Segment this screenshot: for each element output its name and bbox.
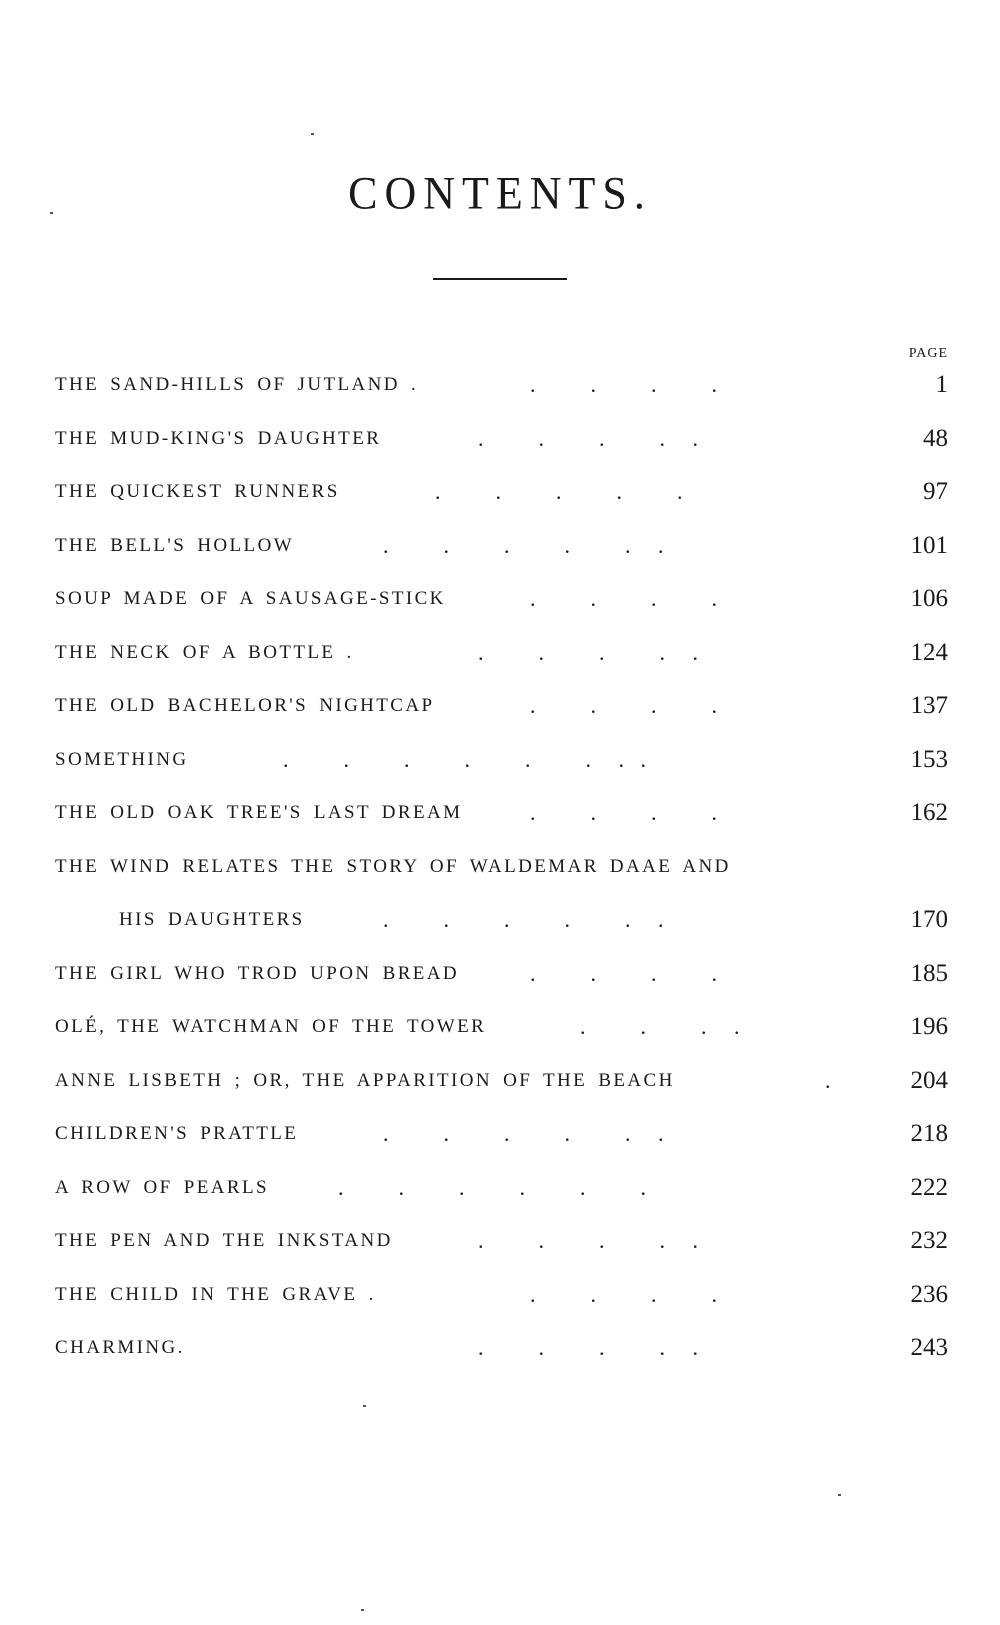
leader-dots: . . . . . . . . [283, 746, 646, 772]
toc-entry-page: 170 [910, 906, 948, 933]
toc-entry [55, 852, 948, 906]
toc-entry [55, 638, 948, 692]
toc-entry-page: 106 [910, 585, 948, 612]
toc-entry-page: 48 [923, 424, 948, 452]
toc-entry-title: CHARMING. [55, 1337, 185, 1358]
toc-entry-page: 124 [910, 638, 948, 666]
toc-entry-title: OLÉ, THE WATCHMAN OF THE TOWER [55, 1016, 487, 1037]
leader-dots: . . . . [530, 1281, 717, 1307]
leader-dots: . . . . [530, 372, 717, 397]
toc-entry [55, 1280, 948, 1334]
toc-entry-page: 153 [910, 745, 948, 773]
leader-dots: . . . . [530, 693, 717, 718]
toc-entry-page: 218 [910, 1120, 948, 1147]
leader-dots: . . . . . [435, 479, 683, 504]
toc-entry-page: 97 [923, 478, 948, 505]
page-column-header: PAGE [908, 346, 948, 361]
toc-entry-title: ANNE LISBETH ; OR, THE APPARITION OF THE BEACH [55, 1069, 675, 1091]
ink-speck [361, 1609, 364, 1611]
table-of-contents [55, 370, 948, 1387]
title-rule [433, 278, 567, 280]
toc-entry [55, 959, 948, 1013]
toc-entry-title: CHILDREN'S PRATTLE [55, 1123, 299, 1144]
leader-dots: . . . . [580, 1014, 740, 1039]
leader-dots: . . . . . . [338, 1174, 646, 1200]
ink-speck [50, 212, 53, 214]
toc-entry-page: 204 [910, 1066, 948, 1094]
ink-speck [363, 1405, 366, 1407]
toc-entry-title: SOUP MADE OF A SAUSAGE-STICK [55, 588, 446, 609]
toc-entry [55, 424, 948, 478]
toc-entry [55, 1333, 948, 1387]
toc-entry [55, 745, 948, 799]
toc-entry-page: 232 [910, 1227, 948, 1254]
toc-entry-title: THE OLD BACHELOR'S NIGHTCAP [55, 695, 435, 716]
toc-entry-title: THE MUD-KING'S DAUGHTER [55, 427, 382, 449]
toc-entry-page: 162 [910, 799, 948, 826]
toc-entry [55, 905, 948, 959]
leader-dots: . . . . [530, 800, 717, 825]
toc-entry-page: 1 [935, 371, 948, 398]
toc-entry-title: THE QUICKEST RUNNERS [55, 481, 340, 502]
toc-entry-page: 185 [910, 959, 948, 987]
toc-entry-title: THE CHILD IN THE GRAVE . [55, 1283, 376, 1305]
toc-entry-page: 236 [910, 1280, 948, 1308]
ink-speck [838, 1494, 841, 1496]
toc-entry [55, 691, 948, 745]
toc-entry-page: 137 [910, 692, 948, 719]
page-title: CONTENTS. [348, 167, 652, 220]
leader-dots: . . . . . . [383, 1121, 664, 1146]
leader-dots: . . . . [530, 586, 717, 611]
toc-entry [55, 477, 948, 531]
leader-dots: . [825, 1067, 831, 1093]
toc-entry-title: A ROW OF PEARLS [55, 1176, 269, 1198]
toc-entry-title: SOMETHING [55, 748, 189, 770]
toc-entry-title: THE BELL'S HOLLOW [55, 534, 295, 556]
leader-dots: . . . . . [478, 639, 698, 665]
toc-entry [55, 1012, 948, 1066]
toc-entry-page: 243 [910, 1334, 948, 1361]
toc-entry [55, 584, 948, 638]
toc-entry-title: THE PEN AND THE INKSTAND [55, 1230, 393, 1251]
leader-dots: . . . . . [478, 425, 698, 451]
leader-dots: . . . . . [478, 1228, 698, 1253]
toc-entry-page: 196 [910, 1013, 948, 1040]
leader-dots: . . . . . . [383, 532, 664, 558]
toc-entry-page: 222 [910, 1173, 948, 1201]
toc-entry [55, 370, 948, 424]
toc-entry [55, 1119, 948, 1173]
leader-dots: . . . . [530, 960, 717, 986]
toc-entry-title: THE OLD OAK TREE'S LAST DREAM [55, 802, 463, 823]
toc-entry-title: THE GIRL WHO TROD UPON BREAD [55, 962, 460, 984]
ink-speck [311, 133, 314, 135]
toc-entry-title: THE NECK OF A BOTTLE . [55, 641, 354, 663]
toc-entry-title: THE WIND RELATES THE STORY OF WALDEMAR DAAE AND [55, 855, 731, 877]
toc-entry-title: THE SAND-HILLS OF JUTLAND . [55, 374, 419, 395]
toc-entry [55, 531, 948, 585]
toc-entry-title: HIS DAUGHTERS [119, 909, 305, 930]
toc-entry [55, 1066, 948, 1120]
toc-entry [55, 1226, 948, 1280]
toc-entry [55, 1173, 948, 1227]
leader-dots: . . . . . [478, 1335, 698, 1360]
toc-entry [55, 798, 948, 852]
toc-entry-page: 101 [910, 531, 948, 559]
leader-dots: . . . . . . [383, 907, 664, 932]
